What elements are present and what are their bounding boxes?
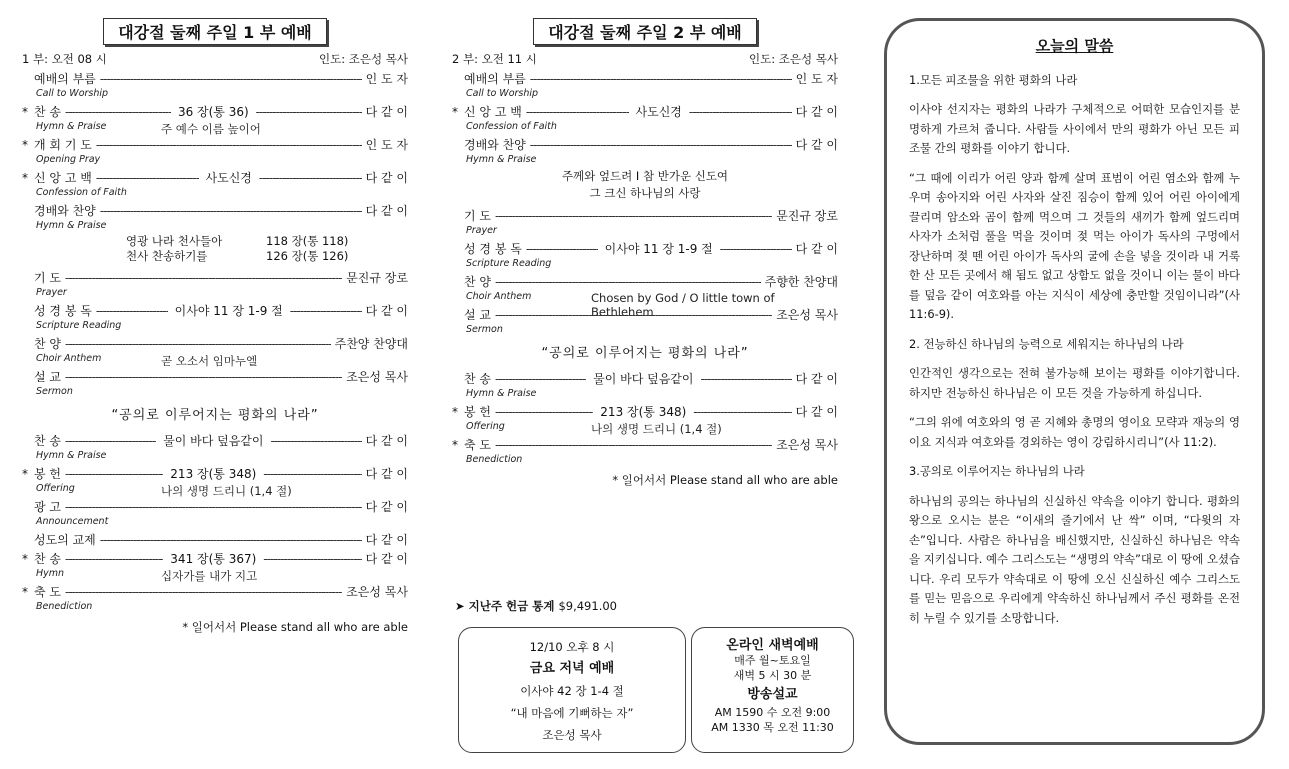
stand-marker: * bbox=[452, 104, 458, 119]
order-sub bbox=[22, 601, 408, 615]
service-1-order bbox=[22, 69, 408, 635]
leader-dots bbox=[65, 467, 163, 481]
leader-dots bbox=[256, 105, 362, 119]
leader-dots bbox=[495, 308, 772, 322]
order-item bbox=[22, 268, 408, 301]
order-english: Benediction bbox=[466, 454, 523, 465]
order-english: Prayer bbox=[466, 225, 497, 236]
leader-dots bbox=[700, 372, 791, 386]
radio-title: 방송설교 bbox=[747, 687, 798, 702]
order-detail: 36 장(통 36) bbox=[177, 105, 249, 119]
order-sub bbox=[452, 324, 838, 338]
order-sub bbox=[452, 88, 838, 102]
praise-song: 천사 찬송하기를 126 장(통 126) bbox=[126, 249, 349, 263]
order-name: 봉 헌 bbox=[464, 405, 491, 419]
service-2-column bbox=[452, 18, 838, 488]
order-person: 다 같 이 bbox=[365, 204, 408, 218]
order-english: Hymn & Praise bbox=[36, 121, 107, 132]
order-sub bbox=[22, 121, 408, 135]
order-extra: 주 예수 이름 높이어 bbox=[161, 122, 261, 136]
leader-dots bbox=[100, 204, 362, 218]
stand-marker: * bbox=[452, 404, 458, 419]
praise-line: 주께와 엎드려 I 참 반가운 신도여 bbox=[561, 169, 729, 183]
leader-dots bbox=[495, 405, 593, 419]
order-row bbox=[22, 367, 408, 386]
order-item bbox=[452, 102, 838, 135]
order-sub bbox=[452, 154, 838, 168]
radio-am1330: AM 1330 목 오전 11:30 bbox=[711, 721, 834, 734]
order-name: 찬 송 bbox=[34, 434, 61, 448]
order-english: Confession of Faith bbox=[466, 121, 557, 132]
order-person: 조은성 목사 bbox=[776, 308, 838, 322]
order-extra: 십자가를 내가 지고 bbox=[161, 569, 258, 583]
service-1-meta bbox=[22, 51, 408, 67]
order-person: 인 도 자 bbox=[365, 72, 408, 86]
order-row bbox=[22, 168, 408, 187]
praise-song: 영광 나라 천사들아 118 장(통 118) bbox=[126, 234, 349, 248]
order-english: Hymn & Praise bbox=[36, 450, 107, 461]
order-person: 다 같 이 bbox=[795, 372, 838, 386]
leader-dots bbox=[65, 585, 342, 599]
order-name: 찬 양 bbox=[464, 275, 491, 289]
service-2-time: 2 부: 오전 11 시 bbox=[452, 52, 537, 66]
order-row bbox=[22, 301, 408, 320]
order-sub bbox=[22, 568, 408, 582]
order-person: 다 같 이 bbox=[795, 405, 838, 419]
order-english: Hymn bbox=[36, 568, 65, 579]
order-item bbox=[452, 239, 838, 272]
leader-dots bbox=[495, 209, 772, 223]
order-name: 축 도 bbox=[34, 585, 61, 599]
order-person: 다 같 이 bbox=[365, 171, 408, 185]
leader-dots bbox=[259, 171, 362, 185]
order-name: 성도의 교제 bbox=[34, 533, 96, 547]
order-person: 조은성 목사 bbox=[346, 585, 408, 599]
leader-dots bbox=[65, 434, 156, 448]
order-extra: 곧 오소서 임마누엘 bbox=[161, 354, 258, 368]
dawn-service-box bbox=[691, 627, 854, 753]
friday-scripture: 이사야 42 장 1-4 절 bbox=[520, 684, 624, 698]
order-sub bbox=[22, 287, 408, 301]
order-item bbox=[22, 530, 408, 549]
order-sub bbox=[452, 258, 838, 272]
sermon-title: “공의로 이루어지는 평화의 나라” bbox=[111, 408, 319, 423]
leader-dots bbox=[290, 304, 362, 318]
leader-dots bbox=[96, 304, 168, 318]
leader-dots bbox=[263, 467, 361, 481]
leader-dots bbox=[100, 533, 362, 547]
dawn-time: 새벽 5 시 30 분 bbox=[733, 669, 812, 682]
order-row bbox=[452, 305, 838, 324]
order-row bbox=[452, 206, 838, 225]
order-row bbox=[22, 464, 408, 483]
order-row bbox=[22, 497, 408, 516]
order-extra: 나의 생명 드리니 (1,4 절) bbox=[161, 484, 292, 498]
order-item bbox=[22, 69, 408, 102]
order-english: Offering bbox=[466, 421, 505, 432]
order-row bbox=[452, 369, 838, 388]
leader-dots bbox=[526, 242, 598, 256]
leader-dots bbox=[526, 105, 629, 119]
order-detail: 이사야 11 장 1-9 절 bbox=[174, 304, 283, 318]
praise-line: 그 크신 하나님의 사랑 bbox=[589, 186, 701, 200]
order-person: 다 같 이 bbox=[365, 304, 408, 318]
order-item bbox=[22, 168, 408, 201]
order-person: 다 같 이 bbox=[795, 105, 838, 119]
order-row bbox=[22, 334, 408, 353]
order-person: 인 도 자 bbox=[795, 72, 838, 86]
praise-songs bbox=[22, 234, 408, 264]
leader-dots bbox=[495, 372, 586, 386]
order-english: Scripture Reading bbox=[36, 320, 122, 331]
order-sub bbox=[22, 88, 408, 102]
order-name: 찬 송 bbox=[34, 105, 61, 119]
leader-dots bbox=[263, 552, 361, 566]
sermon-title: “공의로 이루어지는 평화의 나라” bbox=[541, 346, 749, 361]
order-detail: 물이 바다 덮음같이 bbox=[163, 434, 264, 448]
order-row bbox=[452, 272, 838, 291]
order-name: 설 교 bbox=[34, 370, 61, 384]
order-row bbox=[22, 102, 408, 121]
order-name: 찬 양 bbox=[34, 337, 61, 351]
order-name: 설 교 bbox=[464, 308, 491, 322]
order-english: Opening Pray bbox=[36, 154, 101, 165]
order-name: 광 고 bbox=[34, 500, 61, 514]
order-sub bbox=[22, 320, 408, 334]
order-item bbox=[452, 305, 838, 338]
service-2-title: 대강절 둘째 주일 2 부 예배 bbox=[452, 18, 838, 45]
service-1-leader: 인도: 조은성 목사 bbox=[319, 52, 408, 66]
stand-marker: * bbox=[22, 137, 28, 152]
leader-dots bbox=[65, 500, 362, 514]
order-name: 신 앙 고 백 bbox=[34, 171, 92, 185]
leader-dots bbox=[65, 370, 342, 384]
word-paragraph-2: 인간적인 생각으로는 전혀 불가능해 보이는 평화를 이야기합니다. 하지만 전능하신 하나님은 이 모든 것을 가능하게 하십니다. bbox=[909, 366, 1240, 400]
order-row bbox=[22, 549, 408, 568]
order-person: 주찬양 찬양대 bbox=[334, 337, 408, 351]
friday-service-box bbox=[458, 627, 686, 753]
praise-lines bbox=[452, 168, 838, 202]
order-detail: 213 장(통 348) bbox=[600, 405, 687, 419]
order-english: Sermon bbox=[36, 386, 73, 397]
order-english: Offering bbox=[36, 483, 75, 494]
order-person: 다 같 이 bbox=[795, 242, 838, 256]
order-item bbox=[452, 69, 838, 102]
order-item bbox=[22, 497, 408, 530]
order-detail: 341 장(통 367) bbox=[170, 552, 257, 566]
order-sub bbox=[452, 225, 838, 239]
order-english: Choir Anthem bbox=[36, 353, 102, 364]
order-name: 개 회 기 도 bbox=[34, 138, 92, 152]
order-english: Choir Anthem bbox=[466, 291, 532, 302]
leader-dots bbox=[96, 138, 362, 152]
order-person: 문진규 장로 bbox=[346, 271, 408, 285]
leader-dots bbox=[530, 72, 792, 86]
order-name: 성 경 봉 독 bbox=[464, 242, 522, 256]
stand-marker: * bbox=[22, 584, 28, 599]
order-english: Call to Worship bbox=[36, 88, 109, 99]
order-item bbox=[452, 206, 838, 239]
order-name: 신 앙 고 백 bbox=[464, 105, 522, 119]
order-row bbox=[452, 69, 838, 88]
order-item bbox=[22, 582, 408, 615]
order-sub bbox=[22, 516, 408, 530]
word-heading-3: 3.공의로 이루어지는 하나님의 나라 bbox=[909, 464, 1085, 478]
order-item bbox=[22, 102, 408, 135]
order-item bbox=[22, 367, 408, 400]
order-english: Benediction bbox=[36, 601, 93, 612]
order-name: 기 도 bbox=[34, 271, 61, 285]
leader-dots bbox=[100, 72, 362, 86]
order-person: 조은성 목사 bbox=[346, 370, 408, 384]
word-quote-1: “그 때에 이리가 어린 양과 함께 살며 표범이 어린 염소와 함께 누우며 송아지와 어린 사자와 살진 짐승이 함께 있어 어린 아이에게 끌리며 암소와 곰이 함께 먹으며 그 것들의 새끼가 함께 엎드리며 사자가 소처럼 풀을 먹을 것이며 젖 먹는 아이가 독사의 구멍에서 장난하며 젖 뗀 어린 아이가 독사의 굴에 손을 넣을 것이라 내 거룩한 산 모든 곳에서 해 됨도 없고 상함도 없을 것이니 이는 물이 바다를 덮음 같이 여호와를 아는 지식이 세상에 충만할 것임이니라”(사 11:6-9). bbox=[909, 170, 1240, 321]
order-person: 조은성 목사 bbox=[776, 438, 838, 452]
order-person: 다 같 이 bbox=[365, 533, 408, 547]
order-extra: Chosen by God / O little town of Bethlehem bbox=[591, 291, 775, 319]
dawn-days: 매주 월~토요일 bbox=[734, 654, 811, 667]
order-sub bbox=[452, 454, 838, 468]
order-person: 다 같 이 bbox=[365, 467, 408, 481]
order-item bbox=[22, 549, 408, 582]
order-english: Prayer bbox=[36, 287, 67, 298]
order-sub bbox=[452, 121, 838, 135]
order-row bbox=[22, 135, 408, 154]
order-detail: 사도신경 bbox=[635, 105, 682, 119]
stand-marker: * bbox=[22, 466, 28, 481]
arrow-right-icon: ➤ bbox=[455, 599, 465, 613]
order-name: 축 도 bbox=[464, 438, 491, 452]
leader-dots bbox=[65, 105, 171, 119]
stand-note: * 일어서서 Please stand all who are able bbox=[182, 620, 408, 634]
offering-stats: ➤ 지난주 헌금 통계 $9,491.00 bbox=[455, 599, 617, 613]
order-row bbox=[22, 582, 408, 601]
leader-dots bbox=[530, 138, 792, 152]
leader-dots bbox=[65, 337, 331, 351]
order-english: Hymn & Praise bbox=[466, 388, 537, 399]
stand-marker: * bbox=[22, 170, 28, 185]
todays-word-title: 오늘의 말씀 bbox=[1035, 37, 1114, 55]
order-name: 찬 송 bbox=[464, 372, 491, 386]
order-english: Hymn & Praise bbox=[36, 220, 107, 231]
order-item bbox=[452, 135, 838, 168]
order-row bbox=[22, 201, 408, 220]
word-paragraph-1: 이사야 선지자는 평화의 나라가 구체적으로 어떠한 모습인지를 분명하게 가르쳐 줍니다. 사람들 사이에서 만의 평화가 아닌 모든 피조물 간의 평화를 이야기 합니다. bbox=[909, 102, 1240, 155]
leader-dots bbox=[495, 438, 772, 452]
order-row bbox=[22, 530, 408, 549]
order-detail: 사도신경 bbox=[205, 171, 252, 185]
order-name: 경배와 찬양 bbox=[34, 204, 96, 218]
leader-dots bbox=[65, 552, 163, 566]
order-detail: 213 장(통 348) bbox=[170, 467, 257, 481]
order-sub bbox=[22, 220, 408, 234]
leader-dots bbox=[495, 275, 761, 289]
order-name: 기 도 bbox=[464, 209, 491, 223]
order-english: Hymn & Praise bbox=[466, 154, 537, 165]
friday-title: “내 마음에 기뻐하는 자” bbox=[510, 706, 634, 720]
order-sub bbox=[452, 421, 838, 435]
leader-dots bbox=[96, 171, 199, 185]
order-item bbox=[22, 301, 408, 334]
order-english: Sermon bbox=[466, 324, 503, 335]
order-name: 경배와 찬양 bbox=[464, 138, 526, 152]
order-person: 다 같 이 bbox=[795, 138, 838, 152]
order-row bbox=[22, 431, 408, 450]
friday-preacher: 조은성 목사 bbox=[542, 728, 602, 742]
word-quote-2: “그의 위에 여호와의 영 곧 지혜와 총명의 영이요 모략과 재능의 영이요 지식과 여호와를 경외하는 영이 강림하시리니”(사 11:2). bbox=[909, 415, 1240, 449]
order-person: 주향한 찬양대 bbox=[764, 275, 838, 289]
order-row bbox=[452, 102, 838, 121]
order-person: 인 도 자 bbox=[365, 138, 408, 152]
order-person: 다 같 이 bbox=[365, 105, 408, 119]
order-detail: 물이 바다 덮음같이 bbox=[593, 372, 694, 386]
order-person: 다 같 이 bbox=[365, 434, 408, 448]
radio-am1590: AM 1590 수 오전 9:00 bbox=[714, 706, 831, 719]
dawn-name: 온라인 새벽예배 bbox=[726, 638, 819, 653]
order-english: Announcement bbox=[36, 516, 109, 527]
word-paragraph-3: 하나님의 공의는 하나님의 신실하신 약속을 이야기 합니다. 평화의 왕으로 오시는 분은 “이새의 줄기에서 난 싹” 이며, “다윗의 자손”입니다. 사람은 하나님을 배신했지만, 신실하신 하나님은 약속을 지키십니다. 예수 그리스도는 “생명의 약속”대로 이 땅에 오셨습니다. 우리 모두가 약속대로 이 땅에 오신 신실하신 예수 그리스도를 믿는 믿음으로 우리에게 약속하신 하나님께서 주신 평화를 온전히 누릴 수 있기를 소망합니다. bbox=[909, 493, 1240, 625]
leader-dots bbox=[65, 271, 342, 285]
leader-dots bbox=[693, 405, 791, 419]
order-name: 예배의 부름 bbox=[464, 72, 526, 86]
order-item bbox=[452, 435, 838, 468]
order-english: Scripture Reading bbox=[466, 258, 552, 269]
service-2-leader: 인도: 조은성 목사 bbox=[749, 52, 838, 66]
order-sub bbox=[22, 154, 408, 168]
order-name: 성 경 봉 독 bbox=[34, 304, 92, 318]
order-name: 봉 헌 bbox=[34, 467, 61, 481]
order-item bbox=[22, 431, 408, 464]
friday-time: 12/10 오후 8 시 bbox=[529, 640, 615, 654]
order-person: 문진규 장로 bbox=[776, 209, 838, 223]
service-1-time: 1 부: 오전 08 시 bbox=[22, 52, 107, 66]
friday-name: 금요 저녁 예배 bbox=[529, 661, 615, 676]
service-1-title: 대강절 둘째 주일 1 부 예배 bbox=[22, 18, 408, 45]
stand-marker: * bbox=[22, 104, 28, 119]
order-name: 찬 송 bbox=[34, 552, 61, 566]
order-name: 예배의 부름 bbox=[34, 72, 96, 86]
order-sub bbox=[22, 187, 408, 201]
order-row bbox=[452, 402, 838, 421]
offering-amount: $9,491.00 bbox=[558, 599, 617, 613]
stand-note: * 일어서서 Please stand all who are able bbox=[612, 473, 838, 487]
order-row bbox=[22, 69, 408, 88]
order-sub bbox=[22, 483, 408, 497]
order-row bbox=[22, 268, 408, 287]
order-item bbox=[22, 464, 408, 497]
order-person: 다 같 이 bbox=[365, 500, 408, 514]
order-sub bbox=[22, 450, 408, 464]
order-sub bbox=[22, 353, 408, 367]
service-2-order bbox=[452, 69, 838, 488]
word-heading-2: 2. 전능하신 하나님의 능력으로 세워지는 하나님의 나라 bbox=[909, 336, 1184, 351]
order-sub bbox=[452, 388, 838, 402]
order-extra: 나의 생명 드리니 (1,4 절) bbox=[591, 422, 722, 436]
stand-marker: * bbox=[22, 551, 28, 566]
word-heading-1: 1.모든 피조물을 위한 평화의 나라 bbox=[909, 72, 1078, 87]
order-person: 다 같 이 bbox=[365, 552, 408, 566]
order-item bbox=[22, 334, 408, 367]
order-sub bbox=[22, 386, 408, 400]
order-english: Call to Worship bbox=[466, 88, 539, 99]
leader-dots bbox=[270, 434, 361, 448]
order-row bbox=[452, 239, 838, 258]
leader-dots bbox=[720, 242, 792, 256]
stand-marker: * bbox=[452, 437, 458, 452]
order-item bbox=[452, 369, 838, 402]
order-item bbox=[452, 402, 838, 435]
service-2-meta bbox=[452, 51, 838, 67]
order-detail: 이사야 11 장 1-9 절 bbox=[604, 242, 713, 256]
order-item bbox=[22, 201, 408, 234]
order-english: Confession of Faith bbox=[36, 187, 127, 198]
todays-word-panel bbox=[884, 18, 1265, 745]
order-item bbox=[22, 135, 408, 168]
order-row bbox=[452, 435, 838, 454]
leader-dots bbox=[689, 105, 792, 119]
order-row bbox=[452, 135, 838, 154]
service-1-column bbox=[22, 18, 408, 635]
